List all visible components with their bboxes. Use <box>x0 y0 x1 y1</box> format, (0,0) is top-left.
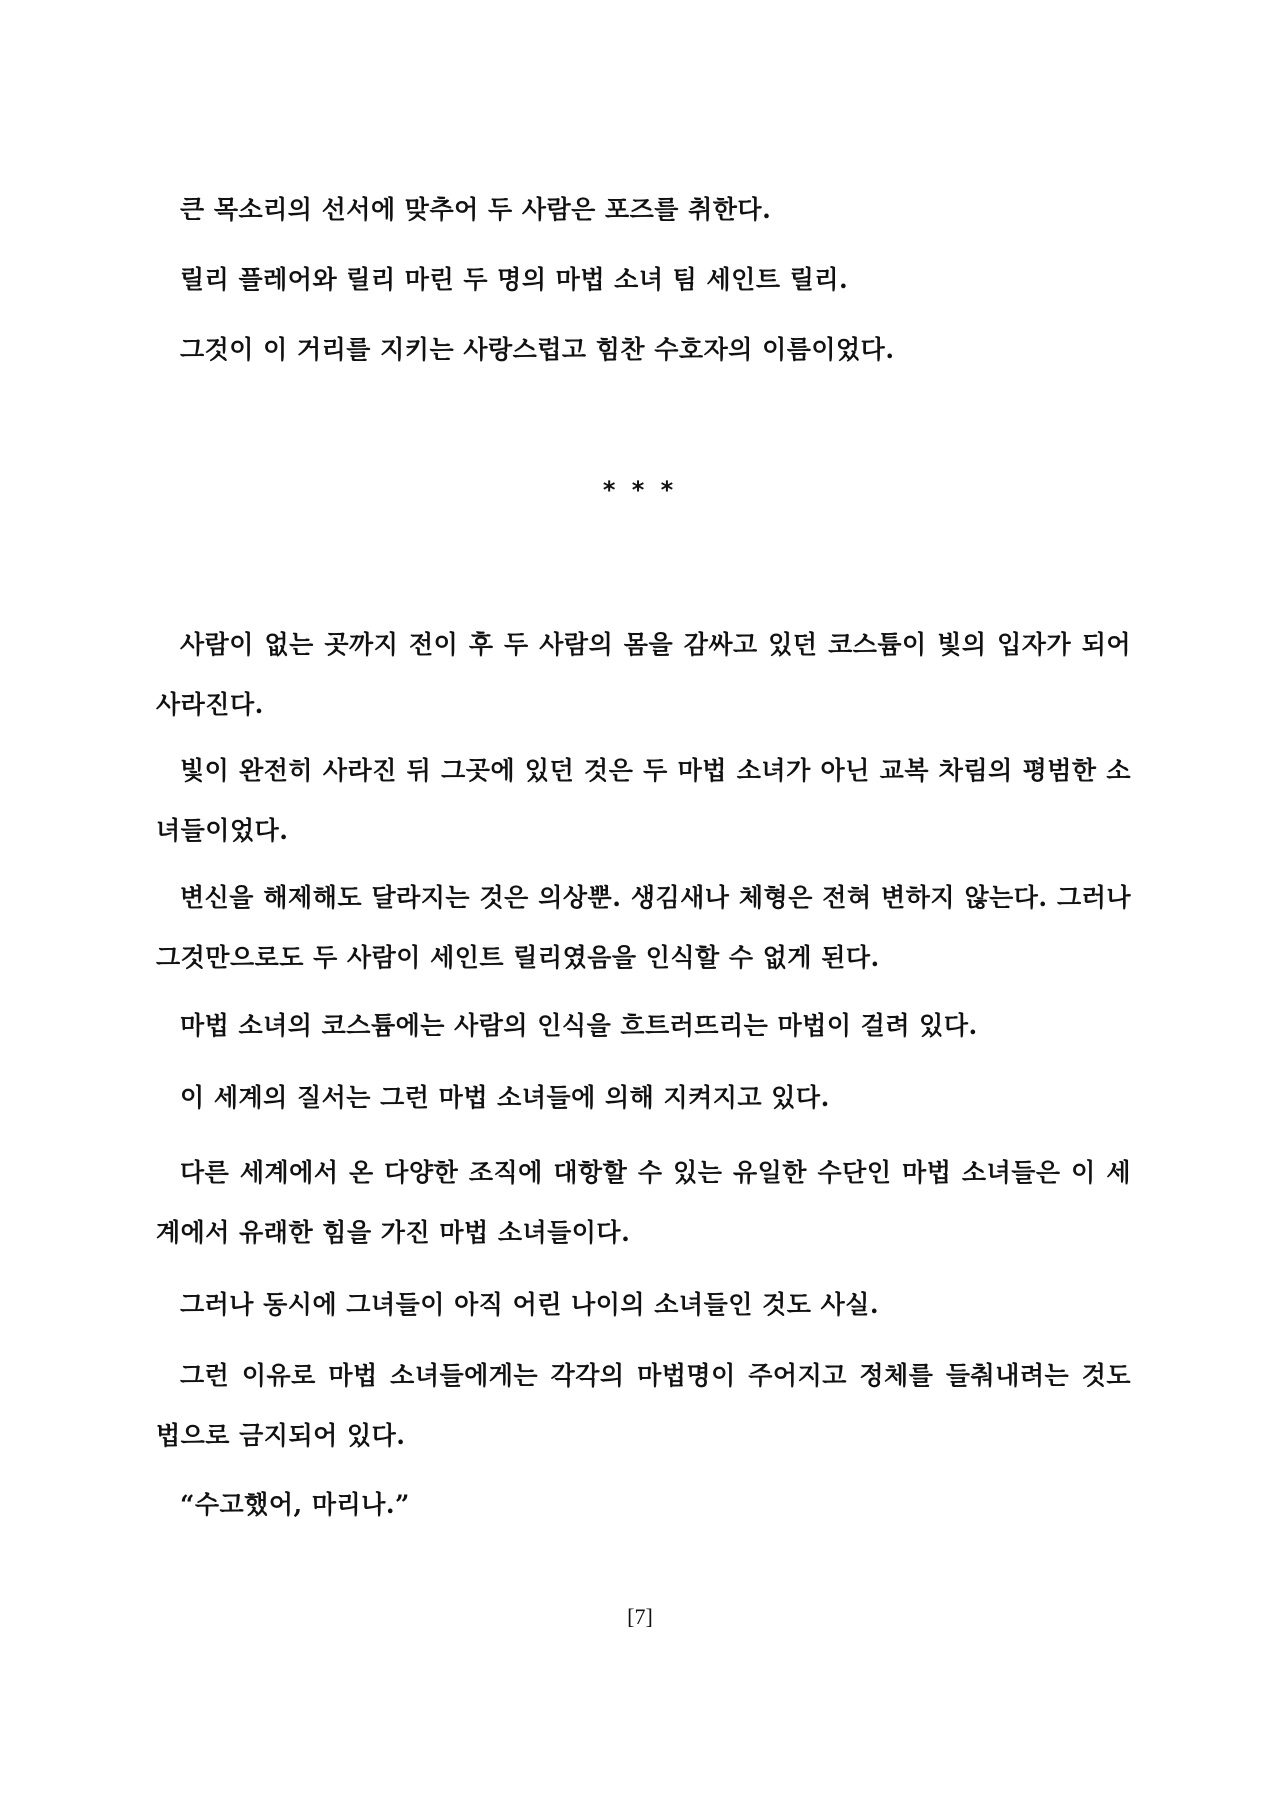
paragraph-transform-release: 변신을 해제해도 달라지는 것은 의상뿐. 생김새나 체형은 전혀 변하지 않는다. 그러나 그것만으로도 두 사람이 세인트 릴리였음을 인식할 수 없게 된다. <box>156 883 1131 972</box>
paragraph-team-name: 릴리 플레어와 릴리 마린 두 명의 마법 소녀 팀 세인트 릴리. <box>180 265 849 294</box>
paragraph-costume-vanish: 사람이 없는 곳까지 전이 후 두 사람의 몸을 감싸고 있던 코스튬이 빛의 입자가 되어 사라진다. <box>156 630 1131 719</box>
paragraph-dialogue: “수고했어, 마리나.” <box>180 1490 410 1519</box>
paragraph-young-girls: 그러나 동시에 그녀들이 아직 어린 나이의 소녀들인 것도 사실. <box>180 1290 880 1319</box>
page-number: [7] <box>627 1604 653 1629</box>
paragraph-only-means: 다른 세계에서 온 다양한 조직에 대항할 수 있는 유일한 수단인 마법 소녀들은 이 세계에서 유래한 힘을 가진 마법 소녀들이다. <box>156 1158 1131 1247</box>
paragraph-world-order: 이 세계의 질서는 그런 마법 소녀들에 의해 지켜지고 있다. <box>180 1083 830 1112</box>
paragraph-magic-names: 그런 이유로 마법 소녀들에게는 각각의 마법명이 주어지고 정체를 들춰내려는 것도 법으로 금지되어 있다. <box>156 1361 1131 1450</box>
paragraph-ordinary-girls: 빛이 완전히 사라진 뒤 그곳에 있던 것은 두 마법 소녀가 아닌 교복 차림의 평범한 소녀들이었다. <box>156 756 1131 845</box>
paragraph-guardian: 그것이 이 거리를 지키는 사랑스럽고 힘찬 수호자의 이름이었다. <box>180 335 895 364</box>
paragraph-oath: 큰 목소리의 선서에 맞추어 두 사람은 포즈를 취한다. <box>180 195 772 224</box>
section-separator: * * * <box>602 476 678 504</box>
paragraph-recognition-magic: 마법 소녀의 코스튬에는 사람의 인식을 흐트러뜨리는 마법이 걸려 있다. <box>180 1011 978 1040</box>
